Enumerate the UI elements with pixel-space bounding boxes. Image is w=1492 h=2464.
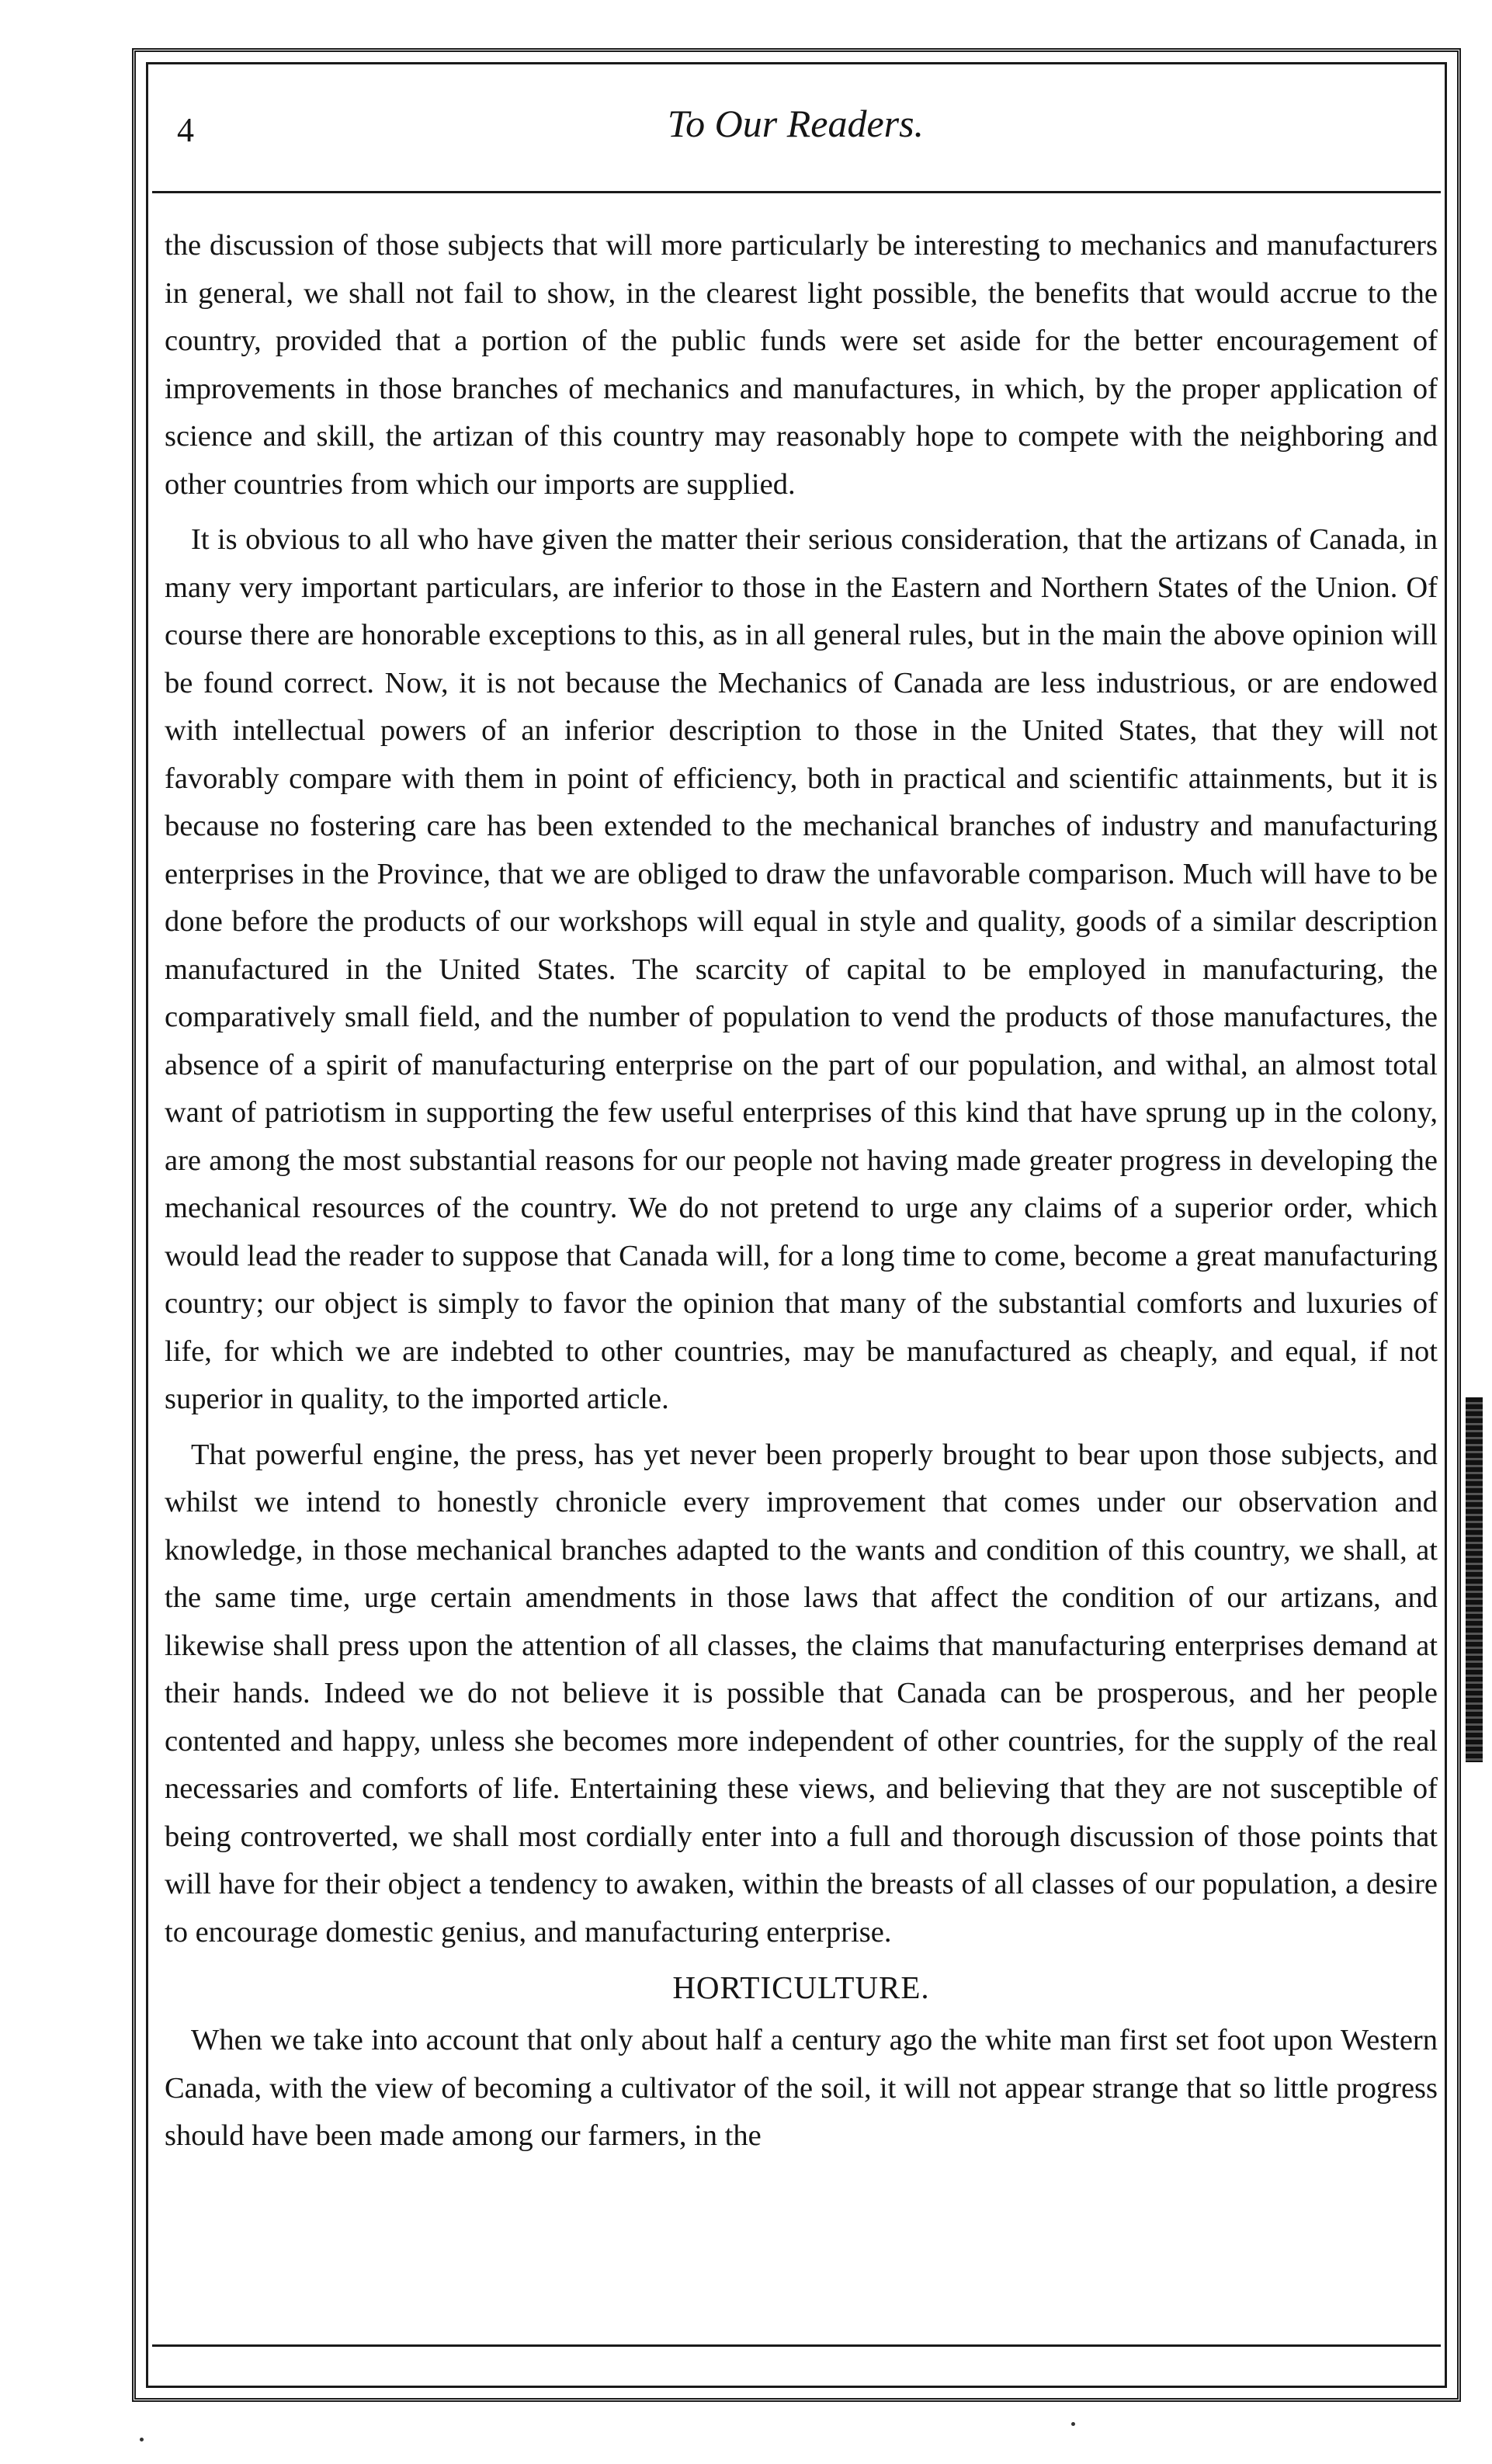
section-heading-horticulture: HORTICULTURE. [672, 1969, 930, 2005]
footer-rule [152, 2344, 1441, 2347]
page-header [163, 101, 1428, 179]
running-title: To Our Readers. [667, 102, 925, 145]
scan-edge-mark [1466, 1397, 1483, 1762]
paragraph-horticulture: When we take into account that only about half a century ago the white man first set foot upon Western Canada, with the view of becoming a cultivator of the soil, it will not appear strange that so little progress should have been made among our farmers, in the [165, 2024, 1438, 2152]
paragraph-press: That powerful engine, the press, has yet never been properly brought to bear upon those subjects, and whilst we intend to honestly chronicle every improvement that comes under our observation and knowledge, in those mechanical branches adapted to the wants and condition of this country, we shall, at the same time, urge certain amendments in those laws that affect the condition of our artizans, and likewise shall press upon the attention of all classes, the claims that manufacturing enterprises demand at their hands. Indeed we do not believe it is possible that Canada can be prosperous, and her people contented and happy, unless she becomes more independent of other countries, for the supply of the real necessaries and comforts of life. Entertaining these views, and believing that they are not susceptible of being controverted, we shall most cordially enter into a full and thorough discussion of those points that will have for their object a tendency to awaken, within the breasts of all classes of our population, a desire to encourage domestic genius, and manufacturing enterprise. [165, 1438, 1438, 1949]
paragraph-artizans: It is obvious to all who have given the matter their serious consideration, that the artizans of Canada, in many very important particulars, are inferior to those in the Eastern and Northern States of the Union. Of course there are honorable exceptions to this, as in all general rules, but in the main the above opinion will be found correct. Now, it is not because the Mechanics of Canada are less industrious, or are endowed with intellectual powers of an inferior description to those in the United States, that they will not favorably compare with them in point of efficiency, both in practical and scientific attainments, but it is because no fostering care has been extended to the mechanical branches of industry and manufacturing enterprises in the Province, that we are obliged to draw the unfavorable comparison. Much will have to be done before the products of our workshops will equal in style and quality, goods of a similar description manufactured in the United States. The scarcity of capital to be employed in manufacturing, the comparatively small field, and the number of population to vend the products of those manufactures, the absence of a spirit of manufacturing enterprise on the part of our population, and withal, an almost total want of patriotism in supporting the few useful enterprises of this kind that have sprung up in the colony, are among the most substantial reasons for our people not having made greater progress in developing the mechanical resources of the country. We do not pretend to urge any claims of a superior order, which would lead the reader to suppose that Canada will, for a long time to come, become a great manufacturing country; our object is simply to favor the opinion that many of the substantial comforts and luxuries of life, for which we are indebted to other countries, may be manufactured as cheaply, and equal, if not superior in quality, to the imported article. [165, 523, 1438, 1415]
paragraph-continued: the discussion of those subjects that will more particularly be interesting to mechanics and manufacturers in general, we shall not fail to show, in the clearest light possible, the benefits that would accrue to the country, provided that a portion of the public funds were set aside for the better encouragement of improvements in those branches of mechanics and manufactures, in which, by the proper application of science and skill, the artizan of this country may reasonably hope to compete with the neighboring and other countries from which our imports are supplied. [165, 229, 1438, 501]
page-number: 4 [177, 111, 194, 149]
article-body [165, 222, 1438, 2168]
header-rule [152, 191, 1441, 193]
scan-speck [140, 2438, 144, 2441]
scan-speck [1071, 2422, 1075, 2426]
